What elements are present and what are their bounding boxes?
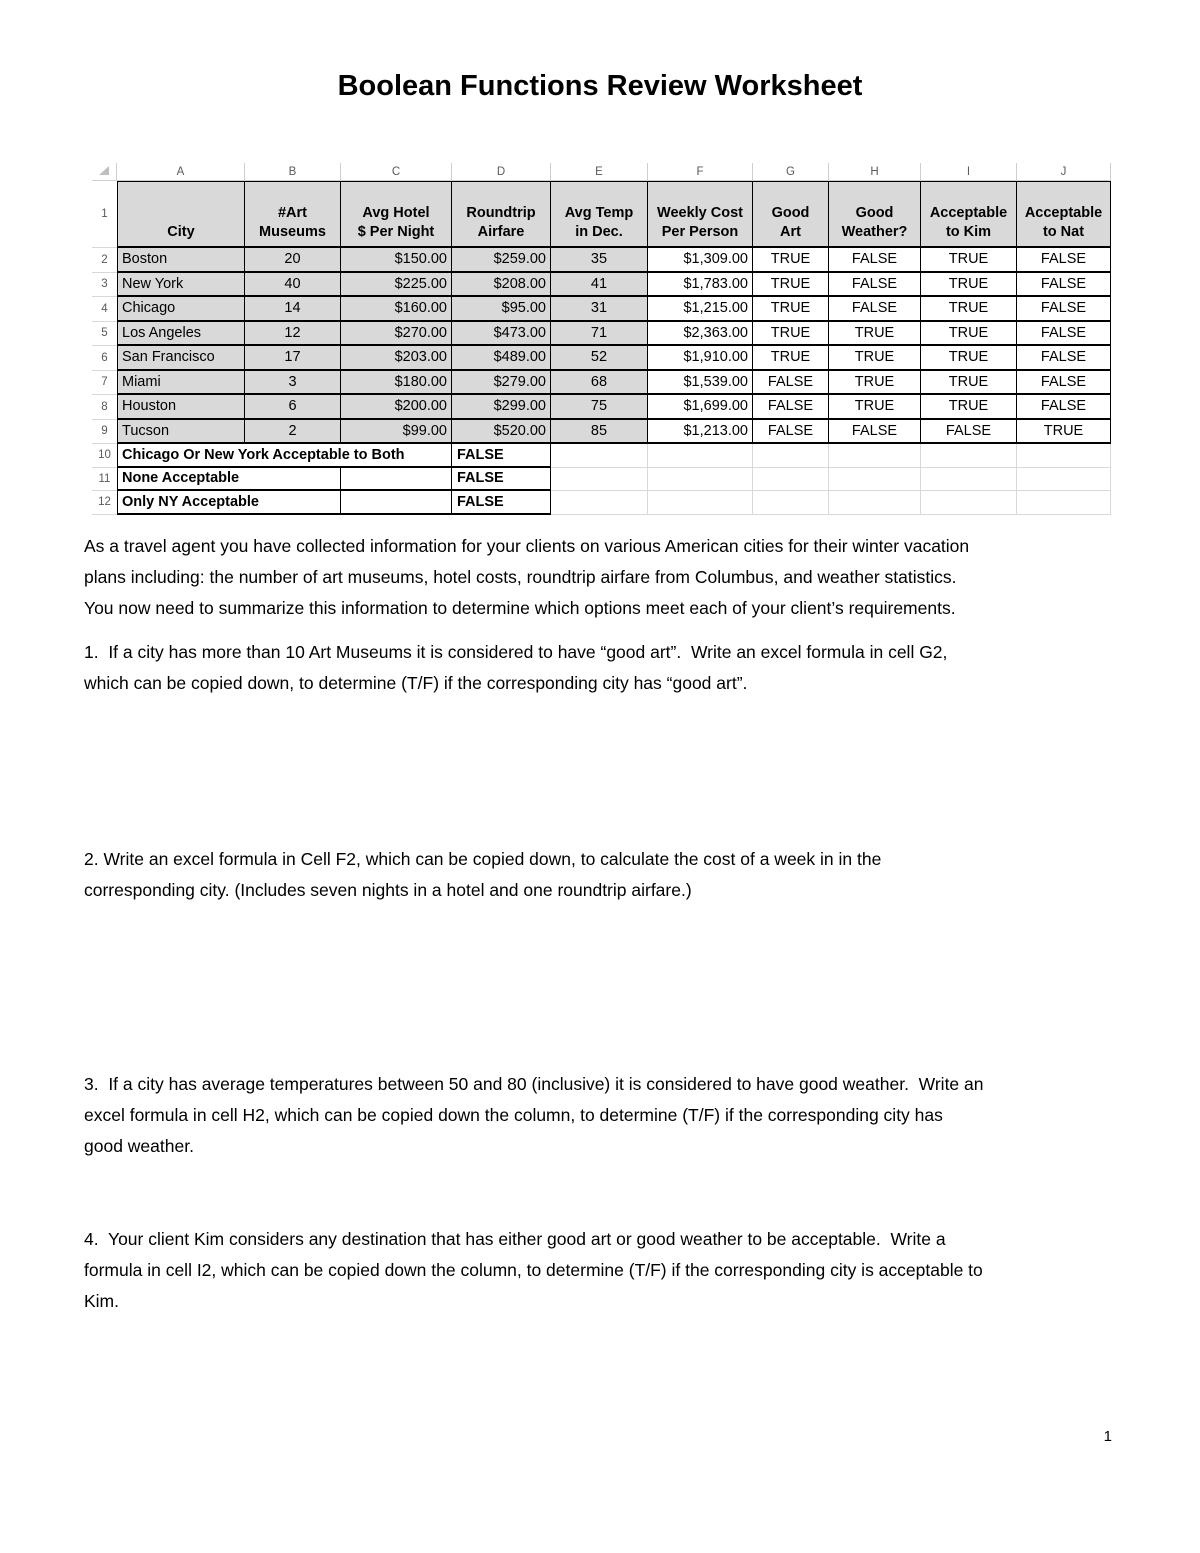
empty-cell [921, 491, 1017, 515]
cell-hotel: $203.00 [341, 346, 452, 371]
empty-cell [551, 444, 648, 468]
empty-cell [921, 444, 1017, 468]
column-letter-g: G [753, 163, 829, 181]
empty-cell [648, 468, 753, 492]
text-line: 4. Your client Kim considers any destination that has either good art or good weather to be acceptable. Write a [84, 1229, 946, 1249]
question-4 [84, 1224, 983, 1317]
cell-good-art: TRUE [753, 273, 829, 298]
cell-acceptable-kim: TRUE [921, 248, 1017, 273]
header-cell-city: City [117, 181, 245, 248]
summary-value: FALSE [452, 444, 551, 468]
text-line: As a travel agent you have collected information for your clients on various American cities for their winter vacation [84, 536, 970, 556]
cell-city: Boston [117, 248, 245, 273]
empty-cell [551, 468, 648, 492]
cell-temp: 35 [551, 248, 648, 273]
cell-city: Miami [117, 371, 245, 396]
summary-label: Chicago Or New York Acceptable to Both [117, 444, 452, 468]
cell-acceptable-kim: TRUE [921, 322, 1017, 347]
cell-acceptable-kim: TRUE [921, 346, 1017, 371]
cell-hotel: $180.00 [341, 371, 452, 396]
spreadsheet-table [92, 163, 1111, 515]
row-number: 11 [92, 468, 117, 492]
select-all-cell [92, 163, 117, 181]
row-number: 8 [92, 395, 117, 420]
empty-cell [921, 468, 1017, 492]
cell-museums: 17 [245, 346, 341, 371]
cell-weekly-cost: $1,213.00 [648, 420, 753, 445]
summary-row-none [92, 468, 1111, 492]
cell-museums: 20 [245, 248, 341, 273]
table-row-tucson [92, 420, 1111, 445]
cell-temp: 41 [551, 273, 648, 298]
cell-airfare: $279.00 [452, 371, 551, 396]
header-cell-roundtrip-airfare: Roundtrip Airfare [452, 181, 551, 248]
cell-temp: 85 [551, 420, 648, 445]
cell-museums: 2 [245, 420, 341, 445]
cell-acceptable-kim: TRUE [921, 395, 1017, 420]
summary-value: FALSE [452, 491, 551, 515]
row-number: 1 [92, 181, 117, 248]
cell-airfare: $299.00 [452, 395, 551, 420]
cell-weekly-cost: $1,783.00 [648, 273, 753, 298]
text-line: good weather. [84, 1136, 194, 1156]
empty-cell [341, 491, 452, 515]
cell-hotel: $160.00 [341, 297, 452, 322]
intro-paragraph [84, 531, 969, 624]
cell-good-art: TRUE [753, 297, 829, 322]
text-line: formula in cell I2, which can be copied down the column, to determine (T/F) if the corresponding city is acceptable to [84, 1260, 983, 1280]
column-letter-c: C [341, 163, 452, 181]
cell-airfare: $95.00 [452, 297, 551, 322]
cell-acceptable-nat: FALSE [1017, 297, 1111, 322]
question-2 [84, 844, 881, 906]
summary-row-both [92, 444, 1111, 468]
cell-good-art: FALSE [753, 420, 829, 445]
column-letter-f: F [648, 163, 753, 181]
cell-acceptable-nat: FALSE [1017, 273, 1111, 298]
text-line: You now need to summarize this information to determine which options meet each of your client’s requirements. [84, 598, 956, 618]
cell-acceptable-kim: FALSE [921, 420, 1017, 445]
cell-good-weather: FALSE [829, 297, 921, 322]
cell-temp: 68 [551, 371, 648, 396]
cell-weekly-cost: $1,309.00 [648, 248, 753, 273]
select-all-icon [99, 166, 109, 175]
cell-city: San Francisco [117, 346, 245, 371]
header-cell-good-art: Good Art [753, 181, 829, 248]
empty-cell [341, 468, 452, 492]
column-letter-h: H [829, 163, 921, 181]
header-cell-avg-temp: Avg Temp in Dec. [551, 181, 648, 248]
cell-museums: 3 [245, 371, 341, 396]
cell-temp: 71 [551, 322, 648, 347]
column-letter-i: I [921, 163, 1017, 181]
cell-acceptable-nat: TRUE [1017, 420, 1111, 445]
cell-museums: 6 [245, 395, 341, 420]
empty-cell [829, 444, 921, 468]
column-letter-j: J [1017, 163, 1111, 181]
header-row [92, 181, 1111, 248]
cell-weekly-cost: $2,363.00 [648, 322, 753, 347]
empty-cell [551, 491, 648, 515]
summary-label: Only NY Acceptable [117, 491, 341, 515]
cell-weekly-cost: $1,539.00 [648, 371, 753, 396]
text-line: plans including: the number of art museums, hotel costs, roundtrip airfare from Columbus, and weather statistics. [84, 567, 957, 587]
column-letter-e: E [551, 163, 648, 181]
column-letter-b: B [245, 163, 341, 181]
header-cell-acceptable-nat: Acceptable to Nat [1017, 181, 1111, 248]
cell-hotel: $200.00 [341, 395, 452, 420]
row-number: 7 [92, 371, 117, 396]
row-number: 3 [92, 273, 117, 298]
text-line: excel formula in cell H2, which can be copied down the column, to determine (T/F) if the corresponding city has [84, 1105, 943, 1125]
cell-hotel: $225.00 [341, 273, 452, 298]
cell-good-weather: FALSE [829, 420, 921, 445]
cell-hotel: $270.00 [341, 322, 452, 347]
cell-airfare: $259.00 [452, 248, 551, 273]
cell-city: Tucson [117, 420, 245, 445]
row-number: 12 [92, 491, 117, 515]
column-letter-row [92, 163, 1111, 181]
text-line: which can be copied down, to determine (T/F) if the corresponding city has “good art”. [84, 673, 748, 693]
cell-hotel: $99.00 [341, 420, 452, 445]
cell-city: Chicago [117, 297, 245, 322]
cell-airfare: $473.00 [452, 322, 551, 347]
cell-good-art: FALSE [753, 371, 829, 396]
page-title: Boolean Functions Review Worksheet [337, 70, 863, 102]
header-cell-weekly-cost: Weekly Cost Per Person [648, 181, 753, 248]
table-row-boston [92, 248, 1111, 273]
cell-city: New York [117, 273, 245, 298]
cell-airfare: $208.00 [452, 273, 551, 298]
empty-cell [753, 444, 829, 468]
cell-good-weather: FALSE [829, 248, 921, 273]
text-line: Kim. [84, 1291, 119, 1311]
column-letter-d: D [452, 163, 551, 181]
cell-acceptable-nat: FALSE [1017, 371, 1111, 396]
empty-cell [1017, 444, 1111, 468]
empty-cell [648, 444, 753, 468]
text-line: corresponding city. (Includes seven nights in a hotel and one roundtrip airfare.) [84, 880, 692, 900]
question-1 [84, 637, 947, 699]
cell-museums: 12 [245, 322, 341, 347]
table-row-los-angeles [92, 322, 1111, 347]
table-row-miami [92, 371, 1111, 396]
cell-weekly-cost: $1,699.00 [648, 395, 753, 420]
page-number: 1 [1103, 1428, 1112, 1445]
cell-good-weather: TRUE [829, 395, 921, 420]
cell-temp: 75 [551, 395, 648, 420]
table-row-chicago [92, 297, 1111, 322]
row-number: 10 [92, 444, 117, 468]
header-cell-good-weather: Good Weather? [829, 181, 921, 248]
empty-cell [753, 491, 829, 515]
row-number: 4 [92, 297, 117, 322]
row-number: 2 [92, 248, 117, 273]
cell-city: Houston [117, 395, 245, 420]
cell-airfare: $489.00 [452, 346, 551, 371]
cell-good-weather: TRUE [829, 371, 921, 396]
spreadsheet [92, 163, 1111, 515]
text-line: 2. Write an excel formula in Cell F2, which can be copied down, to calculate the cost of a week in in the [84, 849, 882, 869]
cell-good-art: TRUE [753, 346, 829, 371]
row-number: 5 [92, 322, 117, 347]
cell-acceptable-nat: FALSE [1017, 395, 1111, 420]
summary-row-only-ny [92, 491, 1111, 515]
cell-good-art: TRUE [753, 322, 829, 347]
text-line: 1. If a city has more than 10 Art Museums it is considered to have “good art”. Write an excel formula in cell G2, [84, 642, 948, 662]
cell-acceptable-nat: FALSE [1017, 322, 1111, 347]
header-cell-art-museums: #Art Museums [245, 181, 341, 248]
cell-museums: 14 [245, 297, 341, 322]
empty-cell [1017, 491, 1111, 515]
cell-city: Los Angeles [117, 322, 245, 347]
row-number: 9 [92, 420, 117, 445]
cell-temp: 31 [551, 297, 648, 322]
empty-cell [829, 491, 921, 515]
summary-value: FALSE [452, 468, 551, 492]
cell-good-art: FALSE [753, 395, 829, 420]
cell-weekly-cost: $1,215.00 [648, 297, 753, 322]
cell-acceptable-kim: TRUE [921, 371, 1017, 396]
cell-acceptable-nat: FALSE [1017, 346, 1111, 371]
summary-label: None Acceptable [117, 468, 341, 492]
table-row-new-york [92, 273, 1111, 298]
cell-acceptable-kim: TRUE [921, 297, 1017, 322]
header-cell-avg-hotel: Avg Hotel $ Per Night [341, 181, 452, 248]
empty-cell [829, 468, 921, 492]
cell-acceptable-kim: TRUE [921, 273, 1017, 298]
empty-cell [1017, 468, 1111, 492]
cell-hotel: $150.00 [341, 248, 452, 273]
column-letter-a: A [117, 163, 245, 181]
cell-good-weather: TRUE [829, 346, 921, 371]
cell-airfare: $520.00 [452, 420, 551, 445]
empty-cell [753, 468, 829, 492]
cell-acceptable-nat: FALSE [1017, 248, 1111, 273]
cell-good-weather: FALSE [829, 273, 921, 298]
cell-weekly-cost: $1,910.00 [648, 346, 753, 371]
table-row-houston [92, 395, 1111, 420]
cell-temp: 52 [551, 346, 648, 371]
question-3 [84, 1069, 984, 1162]
text-line: 3. If a city has average temperatures between 50 and 80 (inclusive) it is considered to have good weather. Write an [84, 1074, 984, 1094]
header-cell-acceptable-kim: Acceptable to Kim [921, 181, 1017, 248]
cell-museums: 40 [245, 273, 341, 298]
row-number: 6 [92, 346, 117, 371]
cell-good-weather: TRUE [829, 322, 921, 347]
table-row-san-francisco [92, 346, 1111, 371]
cell-good-art: TRUE [753, 248, 829, 273]
empty-cell [648, 491, 753, 515]
